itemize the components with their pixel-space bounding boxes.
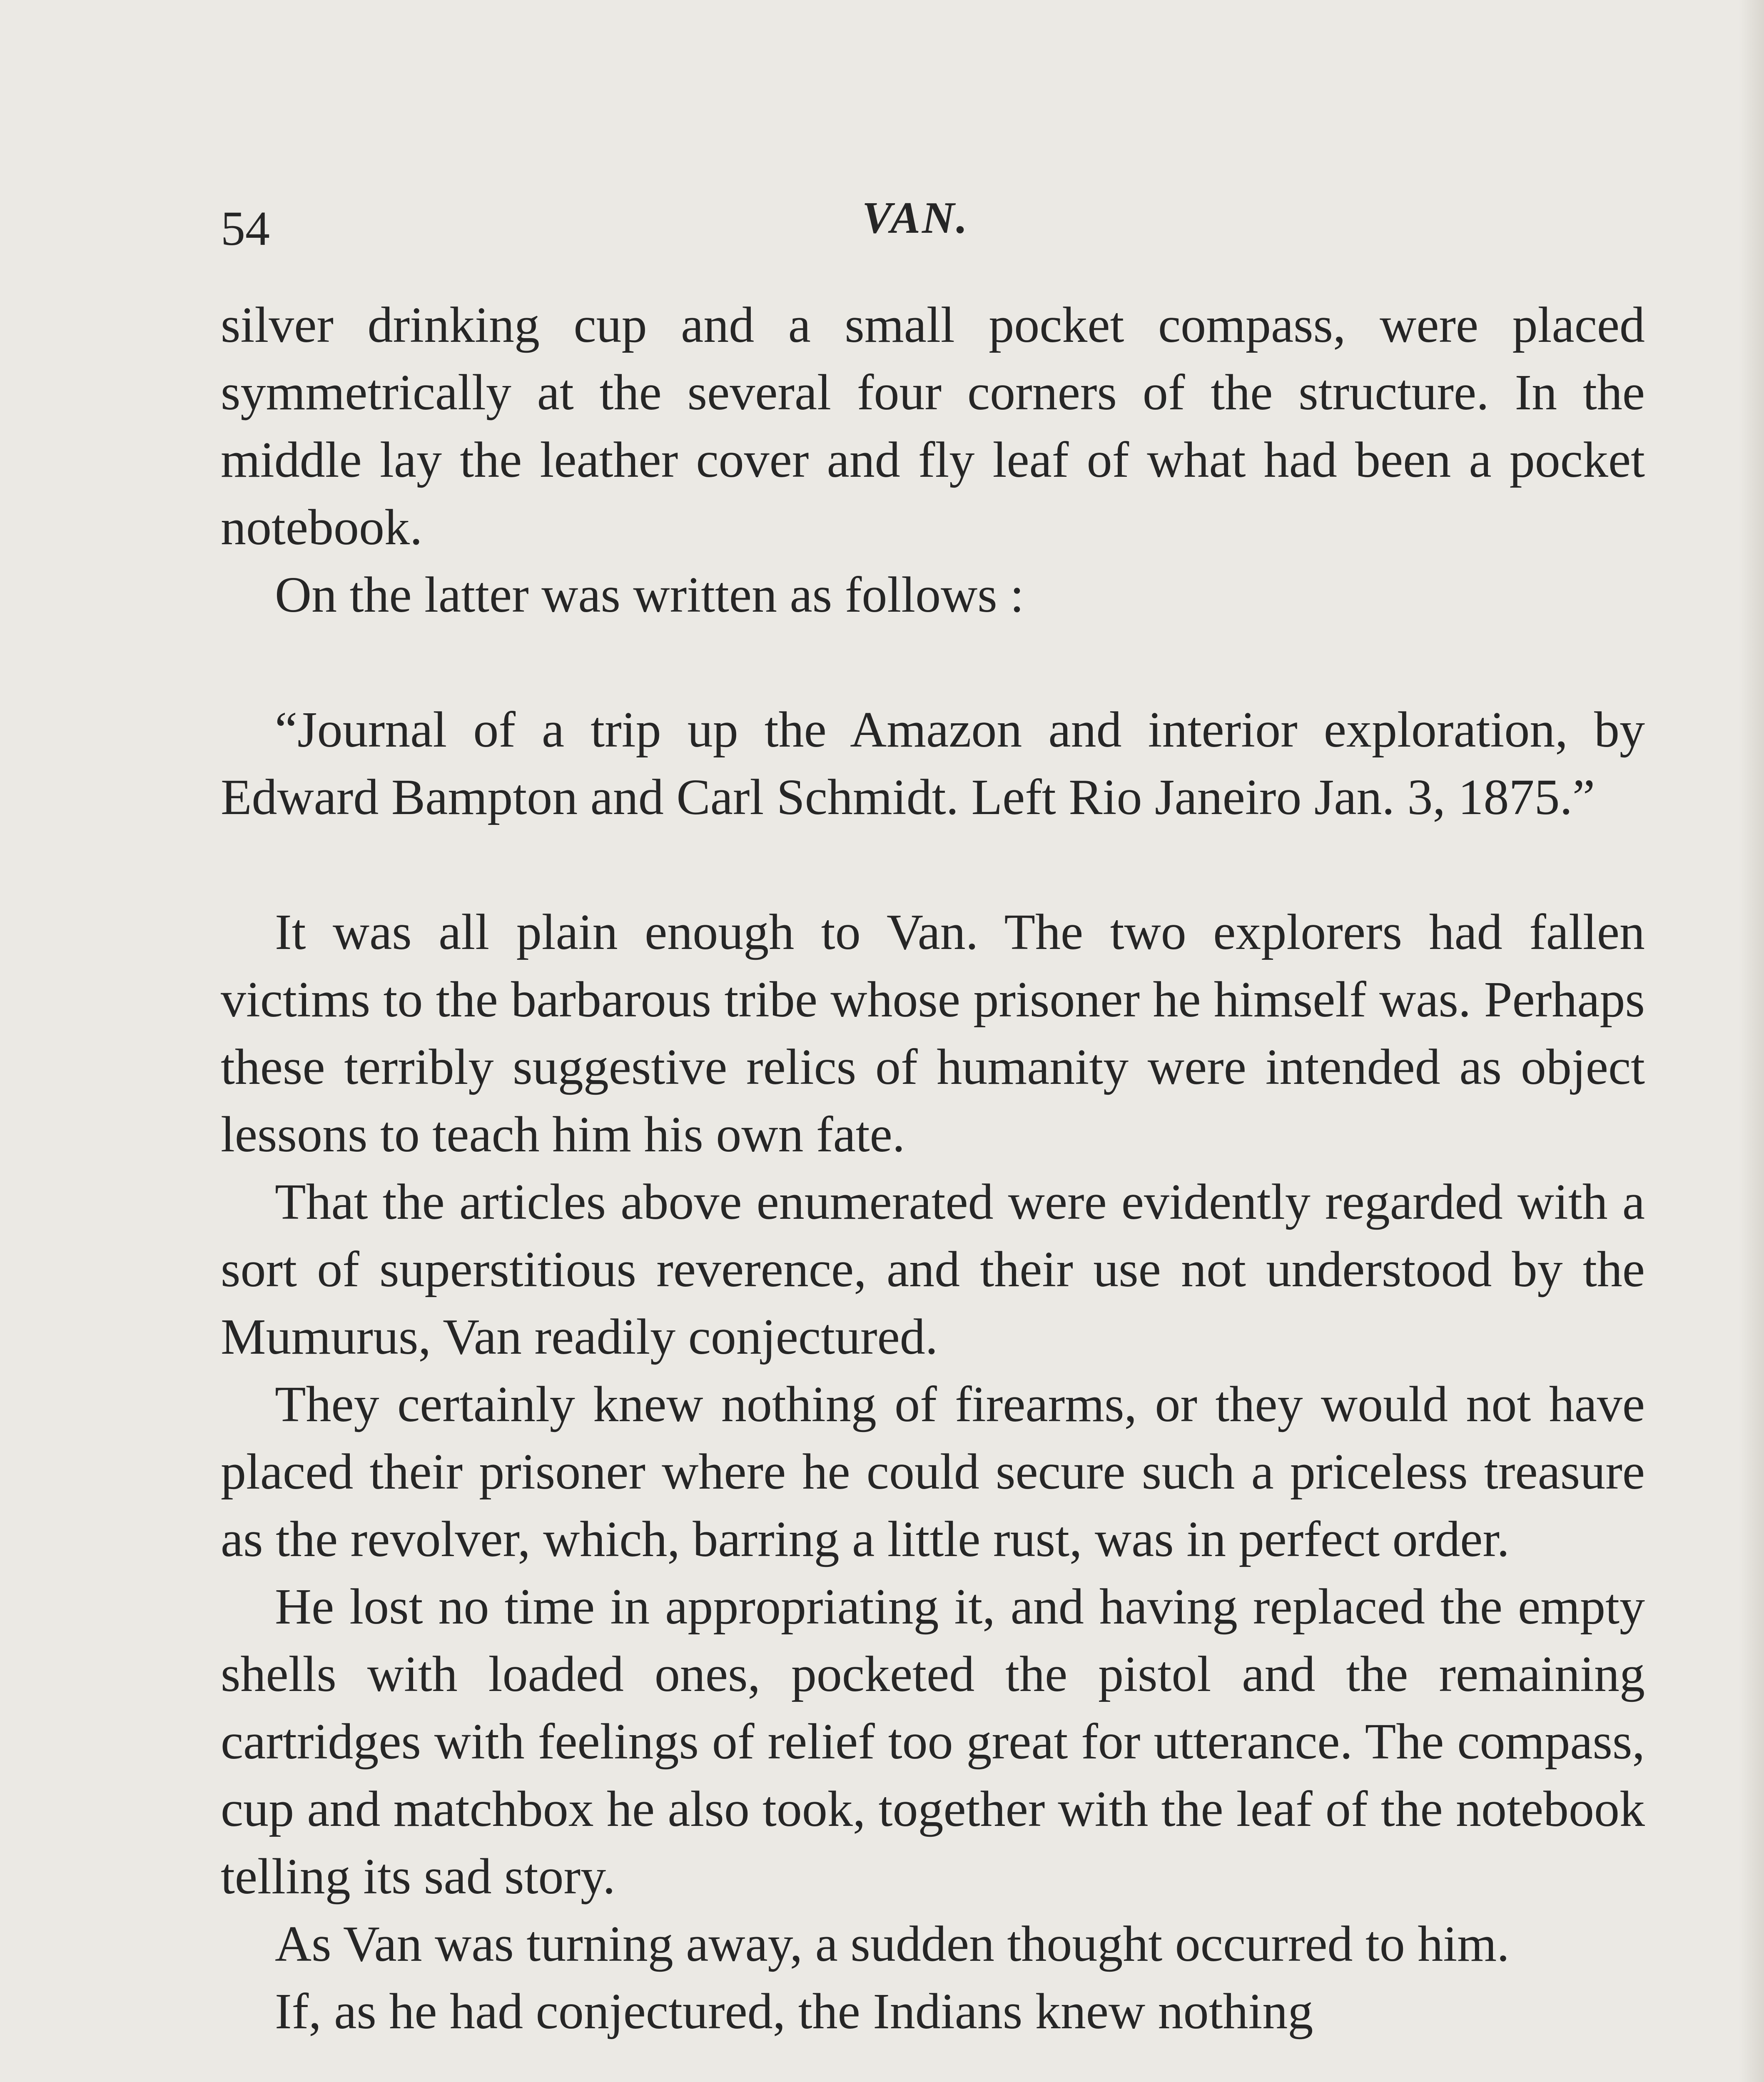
body-text	[221, 291, 1645, 2045]
paragraph-2: On the latter was written as follows :	[275, 567, 1024, 623]
page-number: 54	[221, 201, 270, 256]
paragraph-4: That the articles above enumerated were evidently regarded with a sort of superstitious reverence, and their use not understood by the Mumurus, Van readily conjectured.	[221, 1174, 1645, 1365]
page-header	[221, 183, 1645, 266]
journal-quote: “Journal of a trip up the Amazon and interior exploration, by Edward Bampton and Carl Schmidt. Left Rio Janeiro Jan. 3, 1875.”	[221, 702, 1645, 825]
paragraph-1: silver drinking cup and a small pocket compass, were placed symmetrically at the several four corners of the structure. In the middle lay the leather cover and fly leaf of what had been a pocket notebook.	[221, 297, 1645, 555]
running-title: VAN.	[862, 193, 969, 243]
paragraph-8: If, as he had conjectured, the Indians knew nothing	[275, 1983, 1313, 2040]
paragraph-7: As Van was turning away, a sudden thought occurred to him.	[275, 1916, 1510, 1972]
paragraph-6: He lost no time in appropriating it, and having replaced the empty shells with loaded ones, pocketed the pistol and the remaining cartridges with feelings of relief too great for utterance. The compass, cup and matchbox he also took, together with the leaf of the notebook telling its sad story.	[221, 1579, 1645, 1905]
paragraph-5: They certainly knew nothing of firearms, or they would not have placed their prisoner where he could secure such a priceless treasure as the revolver, which, barring a little rust, was in perfect order.	[221, 1376, 1645, 1567]
page-edge-shadow	[1739, 0, 1764, 2082]
paragraph-3: It was all plain enough to Van. The two explorers had fallen victims to the barbarous tribe whose prisoner he himself was. Perhaps these terribly suggestive relics of humanity were intended as object lessons to teach him his own fate.	[221, 904, 1645, 1163]
